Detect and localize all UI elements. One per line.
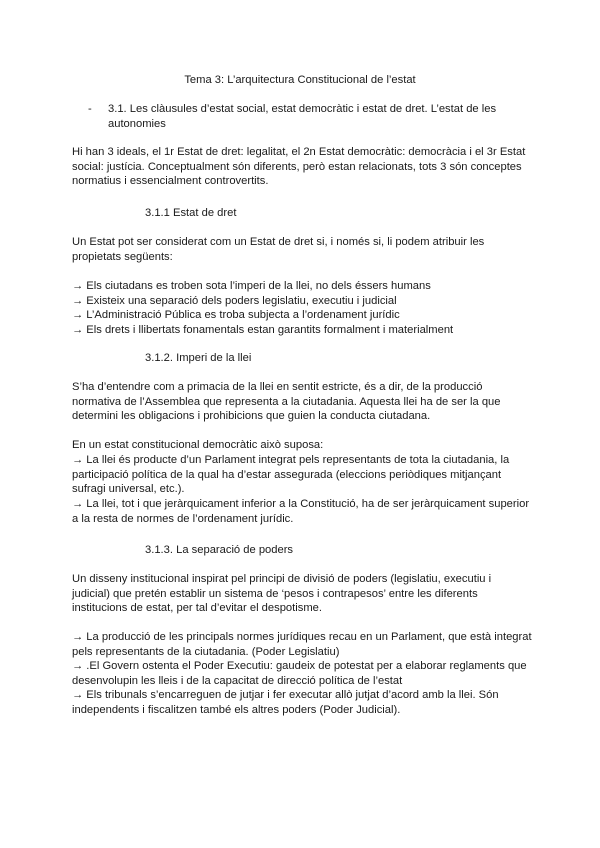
heading-estat-de-dret: 3.1.1 Estat de dret bbox=[145, 207, 237, 219]
list-item: → Els ciutadans es troben sota l’imperi de la llei, no dels éssers humans bbox=[72, 280, 431, 292]
imperi-lead: En un estat constitucional democràtic això suposa: bbox=[72, 439, 324, 451]
estat-de-dret-list bbox=[72, 279, 532, 337]
list-item: → Existeix una separació dels poders legislatiu, executiu i judicial bbox=[72, 294, 397, 307]
separacio-item-1: → La producció de les principals normes jurídiques recau en un Parlament, que està integrat pels representants de la ciutadania. (Poder Legislatiu) bbox=[72, 631, 532, 658]
imperi-item-1: → La llei és producte d’un Parlament integrat pels representants de tota la ciutadania, la participació política de la qual ha d’estar assegurada (eleccions periòdiques mitjançant sufragi universal, etc.). bbox=[72, 454, 510, 496]
separacio-item-2: → .El Govern ostenta el Poder Executiu: gaudeix de potestat per a elaborar reglaments que desenvolupin les lleis i de la capacitat de direcció política de l’estat bbox=[72, 660, 527, 687]
document-title: Tema 3: L’arquitectura Constitucional de l’estat bbox=[184, 74, 416, 86]
heading-imperi-de-la-llei: 3.1.2. Imperi de la llei bbox=[145, 352, 252, 364]
list-item: → L’Administració Pública es troba subjecta a l’ordenament jurídic bbox=[72, 309, 400, 322]
estat-de-dret-paragraph: Un Estat pot ser considerat com un Estat de dret si, i només si, li podem atribuir les propietats següents: bbox=[72, 236, 485, 263]
separacio-paragraph: Un disseny institucional inspirat pel principi de divisió de poders (legislatiu, executiu i judicial) que pretén establir un sistema de ‘pesos i contrapesos’ entre les diferents institucions de estat, per tal d’evitar el despotisme. bbox=[72, 573, 492, 615]
intro-paragraph: Hi han 3 ideals, el 1r Estat de dret: legalitat, el 2n Estat democràtic: democràcia i el 3r Estat social: justícia. Conceptualment són diferents, però estan relacionats, tots 3 són conceptes normatius i essencialment controvertits. bbox=[72, 146, 526, 188]
list-dash: - bbox=[88, 103, 92, 115]
heading-separacio-de-poders: 3.1.3. La separació de poders bbox=[145, 544, 294, 556]
section-list-text: 3.1. Les clàusules d’estat social, estat democràtic i estat de dret. L’estat de les autonomies bbox=[108, 103, 497, 130]
imperi-item-2: → La llei, tot i que jeràrquicament inferior a la Constitució, ha de ser jeràrquicament superior a la resta de normes de l’ordenament jurídic. bbox=[72, 498, 530, 525]
imperi-paragraph: S’ha d’entendre com a primacia de la llei en sentit estricte, és a dir, de la producció normativa de l’Assemblea que representa a la ciutadania. Aquesta llei ha de ser la que determini les obligacions i prohibicions que guien la conducta ciutadana. bbox=[72, 381, 501, 423]
list-item: → Els drets i llibertats fonamentals estan garantits formalment i materialment bbox=[72, 323, 454, 336]
separacio-item-3: → Els tribunals s’encarreguen de jutjar i fer executar allò jutjat d’acord amb la llei. Són independents i fiscalitzen també els altres poders (Poder Judicial). bbox=[72, 689, 499, 716]
